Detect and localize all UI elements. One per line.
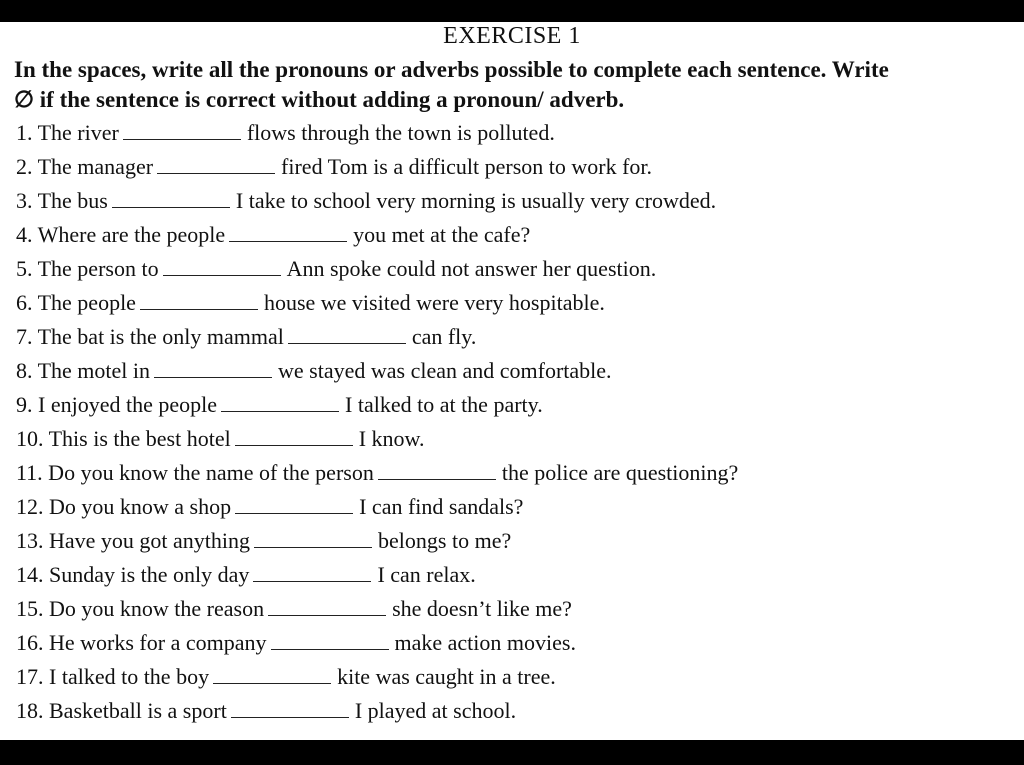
item-text-after: I take to school very morning is usually very crowded.: [235, 188, 717, 213]
item-text-after: I played at school.: [354, 698, 517, 723]
answer-blank[interactable]: [123, 119, 241, 140]
item-text-after: Ann spoke could not answer her question.: [286, 256, 657, 281]
exercise-item: [16, 558, 1006, 592]
exercise-item: [16, 626, 1006, 660]
answer-blank[interactable]: [154, 357, 272, 378]
item-text-after: she doesn’t like me?: [392, 596, 572, 621]
item-text-before: 1. The river: [16, 120, 119, 145]
item-text-after: kite was caught in a tree.: [337, 664, 556, 689]
answer-blank[interactable]: [288, 323, 406, 344]
item-text-before: 2. The manager: [16, 154, 154, 179]
item-text-before: 14. Sunday is the only day: [16, 562, 250, 587]
item-text-before: 18. Basketball is a sport: [16, 698, 227, 723]
item-text-after: house we visited were very hospitable.: [263, 290, 605, 315]
item-text-after: can fly.: [411, 324, 477, 349]
exercise-item: [16, 286, 1006, 320]
answer-blank[interactable]: [157, 153, 275, 174]
item-text-before: 12. Do you know a shop: [16, 494, 232, 519]
item-text-before: 15. Do you know the reason: [16, 596, 265, 621]
answer-blank[interactable]: [163, 255, 281, 276]
item-text-before: 3. The bus: [16, 188, 108, 213]
answer-blank[interactable]: [112, 187, 230, 208]
answer-blank[interactable]: [231, 697, 349, 718]
item-text-after: I can relax.: [377, 562, 476, 587]
item-text-before: 11. Do you know the name of the person: [16, 460, 374, 485]
item-text-after: make action movies.: [394, 630, 576, 655]
exercise-item: [16, 592, 1006, 626]
instructions-line-1: In the spaces, write all the pronouns or adverbs possible to complete each sentence. Write: [14, 57, 889, 82]
item-text-before: 9. I enjoyed the people: [16, 392, 217, 417]
answer-blank[interactable]: [254, 527, 372, 548]
answer-blank[interactable]: [140, 289, 258, 310]
item-text-after: I know.: [358, 426, 425, 451]
exercise-item: [16, 422, 1006, 456]
worksheet-page: [0, 22, 1024, 740]
answer-blank[interactable]: [253, 561, 371, 582]
exercise-item: [16, 694, 1006, 728]
answer-blank[interactable]: [229, 221, 347, 242]
exercise-item: [16, 116, 1006, 150]
item-text-before: 5. The person to: [16, 256, 159, 281]
exercise-item: [16, 388, 1006, 422]
item-text-before: 13. Have you got anything: [16, 528, 251, 553]
exercise-item: [16, 490, 1006, 524]
item-text-before: 7. The bat is the only mammal: [16, 324, 284, 349]
item-text-before: 16. He works for a company: [16, 630, 267, 655]
item-text-before: 17. I talked to the boy: [16, 664, 210, 689]
item-text-after: belongs to me?: [378, 528, 512, 553]
exercise-item: [16, 660, 1006, 694]
answer-blank[interactable]: [213, 663, 331, 684]
exercise-item: [16, 218, 1006, 252]
exercise-item: [16, 320, 1006, 354]
item-text-after: the police are questioning?: [501, 460, 739, 485]
answer-blank[interactable]: [221, 391, 339, 412]
exercise-item: [16, 456, 1006, 490]
item-text-before: 8. The motel in: [16, 358, 151, 383]
exercise-item: [16, 524, 1006, 558]
exercise-item: [16, 354, 1006, 388]
exercise-instructions: [14, 55, 1014, 115]
answer-blank[interactable]: [271, 629, 389, 650]
instructions-line-2: ∅ if the sentence is correct without adding a pronoun/ adverb.: [14, 87, 625, 112]
exercise-item-list: [16, 116, 1006, 728]
answer-blank[interactable]: [378, 459, 496, 480]
exercise-item: [16, 150, 1006, 184]
answer-blank[interactable]: [235, 425, 353, 446]
item-text-before: 6. The people: [16, 290, 136, 315]
item-text-before: 10. This is the best hotel: [16, 426, 231, 451]
item-text-after: I can find sandals?: [359, 494, 524, 519]
item-text-after: flows through the town is polluted.: [246, 120, 555, 145]
item-text-after: we stayed was clean and comfortable.: [278, 358, 612, 383]
answer-blank[interactable]: [235, 493, 353, 514]
item-text-after: you met at the cafe?: [353, 222, 531, 247]
item-text-after: I talked to at the party.: [345, 392, 543, 417]
exercise-item: [16, 184, 1006, 218]
item-text-before: 4. Where are the people: [16, 222, 226, 247]
exercise-title: EXERCISE 1: [443, 23, 581, 49]
item-text-after: fired Tom is a difficult person to work for.: [281, 154, 653, 179]
exercise-item: [16, 252, 1006, 286]
answer-blank[interactable]: [268, 595, 386, 616]
